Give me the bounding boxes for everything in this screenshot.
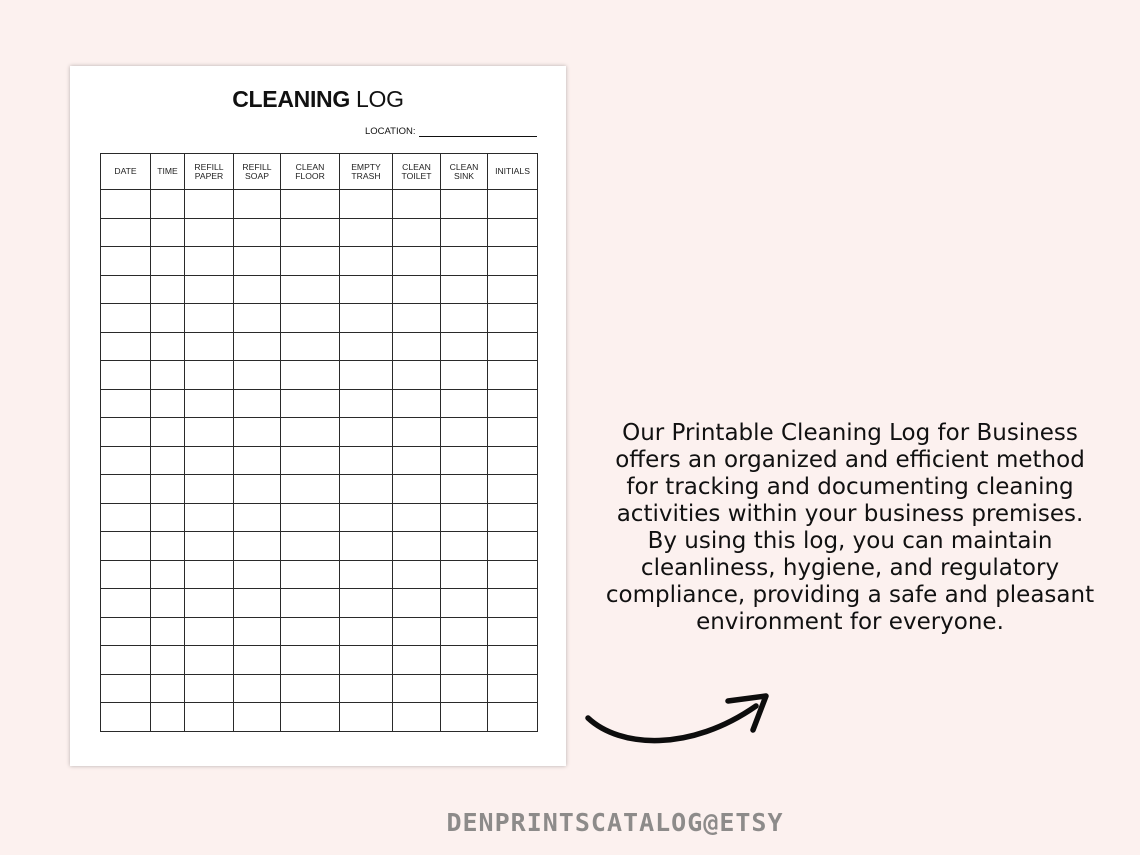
table-cell [488, 532, 538, 561]
column-header-line: INITIALS [495, 166, 530, 176]
table-cell [340, 247, 393, 276]
table-cell [340, 332, 393, 361]
table-cell [281, 389, 340, 418]
table-cell [488, 703, 538, 732]
table-cell [441, 589, 488, 618]
table-cell [185, 560, 234, 589]
table-cell [234, 703, 281, 732]
description-text: Our Printable Cleaning Log for Business offers an organized and efficient method for tracking and documenting cleaning activities within your business premises. By using this log, you can maintain cleanliness, hygiene, and regulatory compliance, providing a safe and pleasant environment for everyone. [605, 420, 1095, 635]
table-cell [393, 275, 441, 304]
table-cell [185, 503, 234, 532]
table-cell [281, 361, 340, 390]
table-cell [340, 589, 393, 618]
table-cell [393, 703, 441, 732]
column-header-line: SOAP [245, 170, 269, 181]
table-row [101, 304, 538, 333]
table-cell [185, 475, 234, 504]
table-cell [185, 674, 234, 703]
table-cell [340, 190, 393, 219]
table-cell [185, 218, 234, 247]
table-row [101, 503, 538, 532]
table-cell [488, 247, 538, 276]
location-blank-line [419, 126, 537, 137]
table-cell [101, 190, 151, 219]
table-cell [393, 446, 441, 475]
table-cell [151, 617, 185, 646]
table-cell [234, 503, 281, 532]
table-cell [234, 361, 281, 390]
table-cell [185, 361, 234, 390]
table-cell [281, 503, 340, 532]
table-cell [101, 674, 151, 703]
table-cell [488, 190, 538, 219]
table-row [101, 674, 538, 703]
table-cell [281, 247, 340, 276]
table-cell [441, 304, 488, 333]
table-cell [151, 475, 185, 504]
table-cell [234, 475, 281, 504]
table-cell [340, 389, 393, 418]
table-cell [101, 332, 151, 361]
table-cell [281, 304, 340, 333]
table-cell [281, 589, 340, 618]
table-cell [488, 389, 538, 418]
table-row [101, 646, 538, 675]
table-cell [151, 703, 185, 732]
table-cell [101, 361, 151, 390]
table-cell [101, 532, 151, 561]
column-header [441, 154, 488, 190]
curved-arrow-right-icon [580, 686, 780, 756]
title-bold: CLEANING [232, 86, 350, 112]
table-cell [234, 275, 281, 304]
table-cell [234, 589, 281, 618]
table-cell [340, 446, 393, 475]
table-cell [281, 475, 340, 504]
table-cell [340, 503, 393, 532]
table-row [101, 361, 538, 390]
table-row [101, 532, 538, 561]
column-header-line: CLEAN [449, 161, 479, 172]
table-cell [185, 418, 234, 447]
table-cell [488, 361, 538, 390]
table-cell [151, 589, 185, 618]
table-cell [340, 418, 393, 447]
table-cell [151, 446, 185, 475]
table-cell [151, 503, 185, 532]
table-row [101, 703, 538, 732]
table-cell [234, 674, 281, 703]
table-cell [281, 674, 340, 703]
table-cell [185, 446, 234, 475]
table-cell [441, 646, 488, 675]
column-header-line: TRASH [351, 170, 381, 181]
table-cell [441, 275, 488, 304]
table-cell [234, 247, 281, 276]
table-cell [441, 475, 488, 504]
table-cell [234, 646, 281, 675]
table-cell [393, 674, 441, 703]
column-header-line: PAPER [194, 170, 224, 181]
table-cell [340, 532, 393, 561]
table-cell [234, 446, 281, 475]
table-cell [281, 446, 340, 475]
column-header-line: CLEAN [295, 161, 325, 172]
table-cell [340, 304, 393, 333]
table-cell [441, 617, 488, 646]
table-cell [488, 218, 538, 247]
table-row [101, 275, 538, 304]
table-cell [185, 589, 234, 618]
table-cell [101, 617, 151, 646]
table-cell [151, 418, 185, 447]
column-header-line: REFILL [194, 161, 224, 172]
table-cell [281, 332, 340, 361]
column-header [151, 154, 185, 190]
column-header-line: REFILL [242, 161, 272, 172]
table-cell [151, 560, 185, 589]
table-cell [234, 218, 281, 247]
column-header-line: SINK [453, 170, 475, 181]
column-header-line: FLOOR [295, 170, 325, 181]
table-cell [185, 532, 234, 561]
location-field [365, 126, 537, 137]
column-header-line: EMPTY [351, 161, 381, 172]
table-cell [340, 361, 393, 390]
table-row [101, 218, 538, 247]
table-cell [340, 475, 393, 504]
table-cell [441, 247, 488, 276]
table-cell [281, 560, 340, 589]
table-cell [441, 446, 488, 475]
table-cell [441, 532, 488, 561]
table-cell [151, 190, 185, 219]
column-header [340, 154, 393, 190]
table-cell [101, 247, 151, 276]
table-cell [151, 646, 185, 675]
column-header [281, 154, 340, 190]
table-cell [281, 646, 340, 675]
table-cell [281, 218, 340, 247]
table-cell [151, 304, 185, 333]
table-cell [441, 503, 488, 532]
table-cell [340, 674, 393, 703]
table-cell [281, 617, 340, 646]
table-cell [488, 275, 538, 304]
table-cell [101, 418, 151, 447]
page-title [0, 86, 636, 113]
table-cell [234, 418, 281, 447]
table-cell [151, 389, 185, 418]
table-cell [151, 218, 185, 247]
table-cell [488, 475, 538, 504]
table-cell [441, 218, 488, 247]
column-header [488, 154, 538, 190]
table-cell [185, 275, 234, 304]
table-cell [281, 703, 340, 732]
table-row [101, 418, 538, 447]
title-light: LOG [349, 86, 404, 112]
cleaning-log-table [100, 153, 538, 732]
table-cell [234, 332, 281, 361]
table-cell [281, 418, 340, 447]
table-cell [393, 589, 441, 618]
table-cell [393, 247, 441, 276]
table-cell [393, 617, 441, 646]
table-cell [234, 304, 281, 333]
table-cell [101, 503, 151, 532]
table-row [101, 190, 538, 219]
table-cell [441, 674, 488, 703]
table-cell [101, 304, 151, 333]
table-cell [441, 190, 488, 219]
table-cell [101, 646, 151, 675]
table-cell [234, 560, 281, 589]
table-cell [340, 275, 393, 304]
table-cell [441, 389, 488, 418]
table-row [101, 389, 538, 418]
table-cell [393, 532, 441, 561]
table-cell [185, 190, 234, 219]
table-cell [340, 218, 393, 247]
table-cell [101, 703, 151, 732]
table-row [101, 560, 538, 589]
table-cell [393, 475, 441, 504]
cleaning-log-sheet [70, 66, 566, 766]
table-cell [101, 475, 151, 504]
table-cell [101, 446, 151, 475]
table-cell [151, 247, 185, 276]
table-cell [340, 560, 393, 589]
column-header [234, 154, 281, 190]
table-cell [234, 389, 281, 418]
table-cell [185, 617, 234, 646]
column-header [185, 154, 234, 190]
table-cell [488, 418, 538, 447]
table-cell [488, 674, 538, 703]
table-cell [101, 389, 151, 418]
table-cell [185, 247, 234, 276]
table-row [101, 475, 538, 504]
column-header-line: TOILET [401, 170, 432, 181]
table-row [101, 332, 538, 361]
column-header [393, 154, 441, 190]
table-cell [234, 190, 281, 219]
table-cell [340, 703, 393, 732]
table-cell [281, 532, 340, 561]
table-cell [488, 304, 538, 333]
table-cell [488, 560, 538, 589]
table-row [101, 589, 538, 618]
table-cell [488, 589, 538, 618]
table-row [101, 617, 538, 646]
table-cell [234, 532, 281, 561]
column-header-line: CLEAN [402, 161, 431, 172]
table-cell [393, 304, 441, 333]
table-cell [340, 646, 393, 675]
table-cell [488, 332, 538, 361]
table-cell [185, 389, 234, 418]
table-cell [488, 617, 538, 646]
table-cell [151, 532, 185, 561]
table-cell [340, 617, 393, 646]
table-cell [151, 275, 185, 304]
table-cell [101, 589, 151, 618]
table-cell [441, 560, 488, 589]
table-cell [281, 275, 340, 304]
table-cell [393, 361, 441, 390]
table-cell [101, 218, 151, 247]
table-row [101, 247, 538, 276]
table-header-row [101, 154, 538, 190]
table-cell [393, 503, 441, 532]
table-cell [441, 361, 488, 390]
table-cell [441, 703, 488, 732]
location-label: LOCATION: [365, 126, 416, 137]
column-header-line: DATE [114, 166, 137, 176]
table-cell [488, 503, 538, 532]
table-cell [393, 389, 441, 418]
table-cell [151, 332, 185, 361]
column-header-line: TIME [157, 166, 178, 176]
table-cell [393, 418, 441, 447]
table-cell [185, 703, 234, 732]
table-cell [393, 646, 441, 675]
table-cell [393, 332, 441, 361]
table-cell [488, 446, 538, 475]
table-cell [101, 275, 151, 304]
table-cell [393, 560, 441, 589]
table-cell [151, 674, 185, 703]
shop-footer: DENPRINTSCATALOG@ETSY [446, 808, 784, 837]
table-cell [441, 418, 488, 447]
table-cell [488, 646, 538, 675]
table-body [101, 190, 538, 732]
table-cell [281, 190, 340, 219]
table-cell [185, 304, 234, 333]
table-cell [393, 190, 441, 219]
table-cell [393, 218, 441, 247]
table-cell [185, 646, 234, 675]
column-header [101, 154, 151, 190]
table-cell [234, 617, 281, 646]
table-cell [185, 332, 234, 361]
table-cell [151, 361, 185, 390]
table-row [101, 446, 538, 475]
table-cell [441, 332, 488, 361]
table-cell [101, 560, 151, 589]
